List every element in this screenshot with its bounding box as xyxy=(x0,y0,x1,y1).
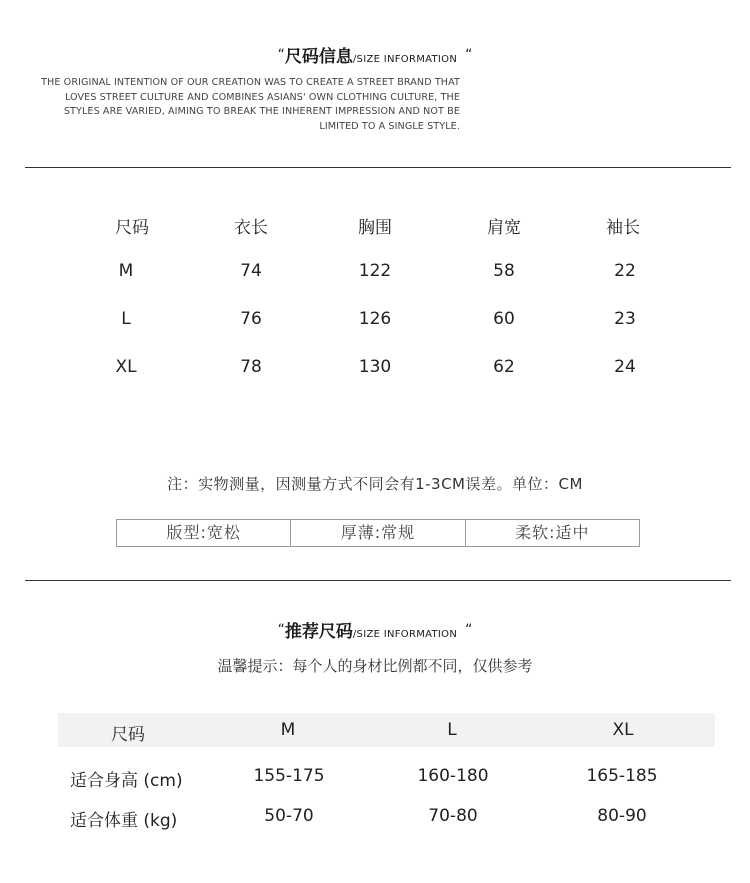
thickness-attribute: 厚薄:常规 xyxy=(291,520,465,546)
size-info-title xyxy=(0,42,750,67)
weight-label: 适合体重 (kg) xyxy=(70,811,178,831)
table-cell: L xyxy=(121,309,131,329)
fit-hint: 温馨提示：每个人的身材比例都不同，仅供参考 xyxy=(217,657,533,675)
brand-intro xyxy=(20,76,460,134)
open-quote: “ xyxy=(277,47,285,63)
table-cell: 126 xyxy=(358,309,392,329)
open-quote: “ xyxy=(277,622,285,638)
table-cell: 24 xyxy=(614,357,636,377)
size-header: 尺码 xyxy=(111,725,145,745)
table-cell: 76 xyxy=(240,309,262,329)
size-l-header: L xyxy=(447,720,457,740)
recommend-title xyxy=(0,617,750,642)
shoulder-header: 肩宽 xyxy=(487,218,521,238)
table-cell: 130 xyxy=(358,357,392,377)
table-cell: 80-90 xyxy=(597,806,647,826)
title-zh: 推荐尺码 xyxy=(284,622,353,642)
table-cell: 23 xyxy=(614,309,636,329)
table-cell: 78 xyxy=(240,357,262,377)
table-cell: 60 xyxy=(493,309,515,329)
height-label: 适合身高 (cm) xyxy=(70,771,183,791)
title-en: /SIZE INFORMATION xyxy=(352,54,458,65)
divider xyxy=(25,580,731,581)
size-m-header: M xyxy=(280,720,296,740)
size-header: 尺码 xyxy=(115,218,149,238)
table-cell: 155-175 xyxy=(253,766,325,786)
table-cell: 165-185 xyxy=(586,766,658,786)
intro-line: THE ORIGINAL INTENTION OF OUR CREATION WAS TO CREATE A STREET BRAND THAT xyxy=(41,77,460,88)
divider xyxy=(25,167,731,168)
title-zh: 尺码信息 xyxy=(284,47,353,67)
table-cell: 58 xyxy=(493,261,515,281)
table-cell: 122 xyxy=(358,261,392,281)
sleeve-header: 袖长 xyxy=(606,218,640,238)
attribute-box xyxy=(116,519,640,547)
measurement-note: 注：实物测量，因测量方式不同会有1-3CM误差。单位：CM xyxy=(167,475,583,493)
intro-line: STYLES ARE VARIED, AIMING TO BREAK THE INHERENT IMPRESSION AND NOT BE xyxy=(63,106,460,117)
close-quote: “ xyxy=(465,622,473,638)
table-cell: 74 xyxy=(240,261,262,281)
table-cell: 22 xyxy=(614,261,636,281)
softness-attribute: 柔软:适中 xyxy=(515,523,590,542)
table-cell: 50-70 xyxy=(264,806,314,826)
close-quote: “ xyxy=(465,47,473,63)
table-cell: M xyxy=(118,261,134,281)
table-cell: 70-80 xyxy=(428,806,478,826)
table-cell: XL xyxy=(115,357,137,377)
size-xl-header: XL xyxy=(612,720,634,740)
table-cell: 160-180 xyxy=(417,766,489,786)
chest-header: 胸围 xyxy=(358,218,392,238)
intro-line: LOVES STREET CULTURE AND COMBINES ASIANS' OWN CLOTHING CULTURE, THE xyxy=(64,91,460,103)
table-cell: 62 xyxy=(493,357,515,377)
fit-attribute: 版型:宽松 xyxy=(117,520,291,546)
intro-line: LIMITED TO A SINGLE STYLE. xyxy=(319,120,460,132)
length-header: 衣长 xyxy=(234,218,268,238)
title-en: /SIZE INFORMATION xyxy=(352,629,458,640)
